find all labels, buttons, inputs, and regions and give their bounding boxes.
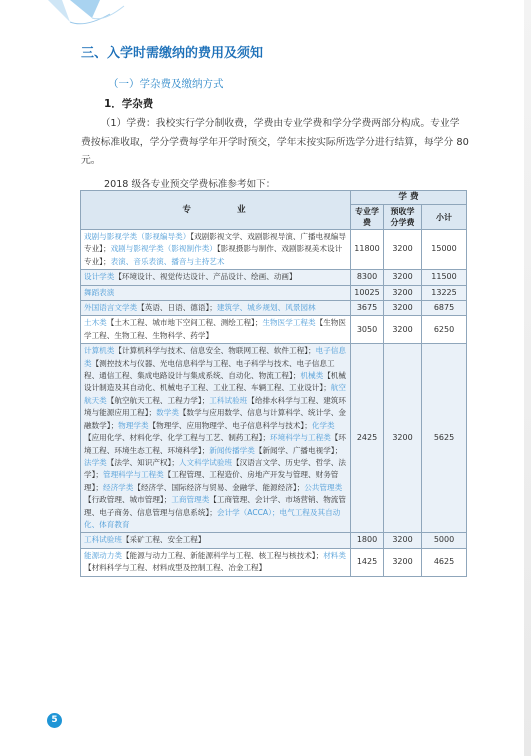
major-list-text: 【数学与应用数学、信息与计算科学、统计学、金融数学】；: [84, 408, 346, 430]
major-list-text: 【英语、日语、德语】；: [137, 303, 217, 313]
kite-decoration-icon: [40, 0, 130, 30]
credit-fee-cell: 3200: [384, 533, 422, 548]
major-category-text: 环境科学与工程类: [270, 433, 331, 443]
major-category-text: 新闻传播学类: [209, 445, 255, 455]
major-list-text: 【工商管理、会计学、市场营销、物流管理、电子商务、信息管理与信息系统】；: [84, 495, 346, 517]
header-major: 专 业: [81, 191, 351, 230]
major-category-text: 工科试验班: [209, 395, 248, 405]
major-list-text: 【戏剧影视文学、戏剧影视导演、广播电视编导专业】；: [84, 232, 346, 254]
major-category-text: 工科试验班: [84, 535, 122, 545]
major-cell: [81, 270, 351, 285]
major-list-text: 【计算机科学与技术、信息安全、物联网工程、软件工程】；: [114, 346, 316, 356]
major-category-text: 数学类: [156, 408, 179, 418]
major-fee-cell: 1800: [351, 533, 384, 548]
table-row: [81, 230, 467, 270]
header-major-fee: 专业学费: [351, 205, 384, 230]
major-list-text: 【工程管理、工程造价、房地产开发与管理、财务管理】；: [84, 470, 339, 492]
major-list-text: 【影视摄影与制作、戏剧影视美术设计专业】；: [84, 244, 343, 266]
total-cell: 13225: [422, 285, 467, 300]
major-list-text: 【法学、知识产权】；: [106, 457, 179, 467]
total-cell: 5625: [422, 344, 467, 533]
major-category-text: 表演、音乐表演、播音与主持艺术: [110, 256, 225, 266]
major-category-text: 戏剧与影视学类（影视编导类）: [84, 232, 191, 241]
total-cell: 6250: [422, 316, 467, 344]
table-row: [81, 316, 467, 344]
major-category-text: 法学类: [84, 457, 107, 467]
credit-fee-cell: 3200: [384, 316, 422, 344]
major-list-text: 【新闻学、广播电视学】；: [254, 445, 343, 455]
header-fee-group: 学 费: [351, 191, 467, 205]
table-caption: 2018 级各专业预交学费标准参考如下：: [104, 179, 276, 190]
major-category-text: 外国语言文学类: [84, 303, 138, 313]
major-fee-cell: 10025: [351, 285, 384, 300]
major-category-text: 管理科学与工程类: [102, 470, 164, 480]
major-category-text: 物理学类: [118, 420, 149, 430]
table-row: [81, 344, 467, 533]
major-cell: [81, 301, 351, 316]
major-list-text: 【给排水科学与工程、建筑环境与能源应用工程】；: [84, 395, 346, 418]
credit-fee-cell: 3200: [384, 230, 422, 270]
major-list-text: 【机械设计制造及其自动化、机械电子工程、工业工程、车辆工程、工业设计】；: [84, 371, 346, 393]
major-category-text: 设计学类: [84, 272, 115, 282]
table-row: [81, 301, 467, 316]
major-fee-cell: 3050: [351, 316, 384, 344]
major-category-text: 电子信息类: [84, 346, 346, 368]
tuition-fee-table: [80, 190, 467, 577]
major-list-text: 【能源与动力工程、新能源科学与工程、核工程与核技术】；: [121, 550, 324, 560]
major-fee-cell: 2425: [351, 344, 384, 533]
major-cell: [81, 285, 351, 300]
major-category-text: 人文科学试验班: [178, 457, 233, 467]
major-fee-cell: 11800: [351, 230, 384, 270]
major-category-text: 机械类: [300, 371, 324, 381]
page-number-badge: 5: [47, 713, 62, 728]
major-category-text: 建筑学、城乡规划、风景园林: [216, 303, 316, 313]
major-list-text: 【材料科学与工程、材料成型及控制工程、冶金工程】: [84, 563, 267, 573]
table-row: [81, 548, 467, 576]
table-row: [81, 285, 467, 300]
major-list-text: 【行政管理、城市管理】；: [84, 495, 172, 505]
major-category-text: 公共管理类: [304, 482, 343, 492]
total-cell: 4625: [422, 548, 467, 576]
header-credit-fee: 预收学分学费: [384, 205, 422, 230]
major-fee-cell: 8300: [351, 270, 384, 285]
major-list-text: 【汉语言文学、历史学、哲学、法学】；: [84, 457, 346, 480]
item-heading: 1．学杂费: [104, 98, 154, 110]
major-category-text: 经济学类: [102, 482, 134, 492]
credit-fee-cell: 3200: [384, 301, 422, 316]
major-cell: [81, 533, 351, 548]
major-list-text: 【环境设计、视觉传达设计、产品设计、绘画、动画】: [114, 272, 297, 282]
major-category-text: 化学类: [311, 420, 335, 430]
header-total: 小计: [422, 205, 467, 230]
major-category-text: 计算机类: [84, 346, 115, 356]
total-cell: 11500: [422, 270, 467, 285]
credit-fee-cell: 3200: [384, 548, 422, 576]
major-category-text: 材料类: [323, 550, 346, 560]
major-category-text: 工商管理类: [171, 495, 210, 505]
major-category-text: 能源动力类: [84, 550, 122, 560]
section-heading: 三、入学时需缴纳的费用及须知: [81, 46, 264, 61]
major-list-text: 【物理学、应用物理学、电子信息科学与技术】；: [148, 420, 312, 430]
major-category-text: 舞蹈表演: [84, 287, 115, 297]
credit-fee-cell: 3200: [384, 285, 422, 300]
table-body: [81, 230, 467, 577]
major-list-text: 【环境工程、环境生态工程、环境科学】；: [84, 433, 346, 455]
table-row: [81, 533, 467, 548]
total-cell: 15000: [422, 230, 467, 270]
major-list-text: 【应用化学、材料化学、化学工程与工艺、制药工程】；: [84, 433, 271, 443]
major-category-text: 土木类: [84, 318, 107, 328]
major-category-text: 生物医学工程类: [262, 318, 316, 328]
major-list-text: 【土木工程、城市地下空间工程、测绘工程】；: [106, 318, 263, 328]
major-list-text: 【生物医学工程、生物工程、生物科学、药学】: [84, 318, 346, 340]
major-cell: [81, 230, 351, 270]
major-list-text: 【测控技术与仪器、光电信息科学与工程、电子科学与技术、电子信息工程、通信工程、集成电路设计与集成系统、自动化、物流工程】；: [84, 358, 335, 381]
major-cell: [81, 548, 351, 576]
tuition-paragraph: （1）学费：我校实行学分制收费，学费由专业学费和学分学费两部分构成。专业学费按标准收取，学分学费每学年开学时预交，学年末按实际所选学分进行结算，每学分 80 元。: [81, 118, 469, 166]
page-edge-band: [524, 0, 531, 756]
major-list-text: 【经济学、国际经济与贸易、金融学、能源经济】；: [133, 482, 305, 492]
major-cell: [81, 316, 351, 344]
subsection-heading: （一）学杂费及缴纳方式: [108, 78, 224, 90]
major-fee-cell: 3675: [351, 301, 384, 316]
major-list-text: 【航空航天工程、工程力学】；: [106, 395, 210, 405]
major-cell: [81, 344, 351, 533]
major-category-text: 会计学（ACCA）；电气工程及其自动化、体育教育: [84, 507, 341, 529]
major-category-text: 航空航天类: [84, 383, 346, 405]
table-row: [81, 270, 467, 285]
major-category-text: 戏剧与影视学类（影视制作类）: [110, 244, 217, 254]
total-cell: 5000: [422, 533, 467, 548]
credit-fee-cell: 3200: [384, 270, 422, 285]
major-fee-cell: 1425: [351, 548, 384, 576]
credit-fee-cell: 3200: [384, 344, 422, 533]
total-cell: 6875: [422, 301, 467, 316]
major-list-text: 【采矿工程、安全工程】: [121, 535, 206, 545]
